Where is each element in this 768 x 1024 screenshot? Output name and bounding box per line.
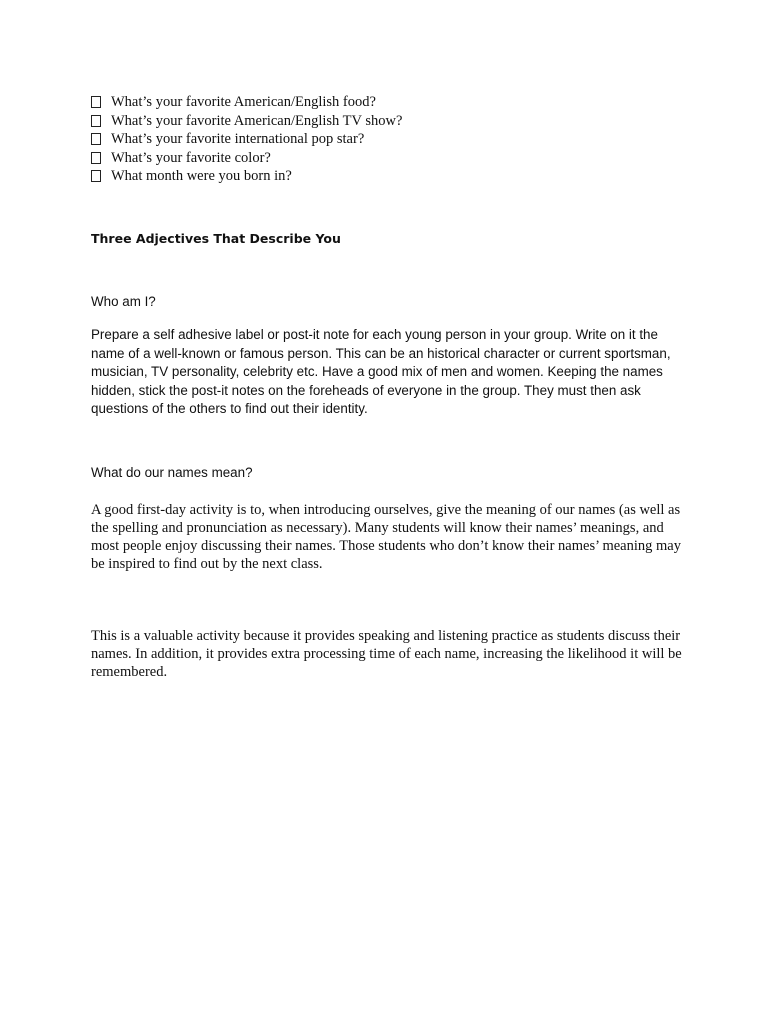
checklist-item-text: What’s your favorite international pop star? — [111, 131, 365, 147]
who-am-i-title: Who am I? — [91, 294, 156, 309]
checkbox-icon — [91, 152, 101, 164]
checklist-item-text: What’s your favorite color? — [111, 149, 271, 166]
checklist-item — [91, 112, 691, 131]
checklist-item-text: What’s your favorite American/English TV show? — [111, 112, 403, 129]
adjectives-heading: Three Adjectives That Describe You — [91, 231, 341, 246]
checklist-item-text: What’s your favorite American/English food? — [111, 94, 376, 110]
checklist-item-text: What month were you born in? — [111, 168, 292, 184]
names-meaning-title: What do our names mean? — [91, 465, 253, 480]
checklist-item — [91, 149, 691, 168]
checkbox-icon — [91, 115, 101, 127]
checkbox-icon — [91, 96, 101, 108]
checklist-item — [91, 167, 691, 186]
who-am-i-paragraph: Prepare a self adhesive label or post-it note for each young person in your group. Write on it the name of a well-known or famous person. This can be an historical character or current sportsman, musician, TV personality, celebrity etc. Have a good mix of men and women. Keeping the names hidden, stick the post-it notes on the foreheads of everyone in the group. They must then ask questions of the others to find out their identity. — [91, 327, 671, 416]
question-checklist — [91, 93, 691, 186]
activity-value-paragraph: This is a valuable activity because it provides speaking and listening practice as students discuss their names. In addition, it provides extra processing time of each name, increasing the likelihood it will be remembered. — [91, 628, 682, 680]
checkbox-icon — [91, 133, 101, 145]
names-meaning-paragraph: A good first-day activity is to, when introducing ourselves, give the meaning of our names (as well as the spelling and pronunciation as necessary). Many students will know their names’ meanings, and most people enjoy discussing their names. Those students who don’t know their names’ meaning may be inspired to find out by the next class. — [91, 502, 681, 572]
checkbox-icon — [91, 170, 101, 182]
checklist-item — [91, 130, 691, 149]
checklist-item — [91, 93, 691, 112]
